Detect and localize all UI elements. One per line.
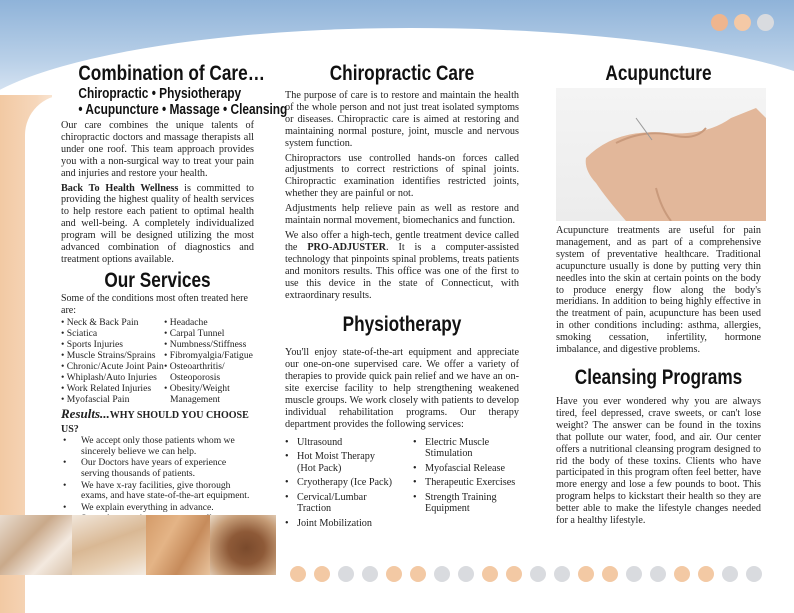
mission-brand: Back To Health Wellness [61, 182, 179, 194]
physio-service-item: • Therapeutic Exercises [413, 477, 519, 489]
physio-services-col-1 [285, 437, 393, 533]
massage-photo [0, 515, 72, 575]
chiro-paragraph-1: The purpose of care is to restore and maintain the health of the whole person and not just treat isolated symptoms or diseases. Chiropractic care is aimed at restoring and maintaining normal posture, joint, muscle and nervous system function. [285, 90, 519, 149]
why-item: • Our Doctors have years of experience serving thousands of patients. [61, 458, 254, 479]
why-subtitle: WHY SHOULD YOU CHOOSE US? [61, 410, 249, 436]
physio-service-item: • Joint Mobilization [285, 518, 393, 530]
condition-item: • Muscle Strains/Sprains [61, 350, 164, 361]
cleansing-paragraph: Have you ever wondered why you are always tired, feel depressed, crave sweets, or can't lose weight? The answer can be found in the toxins that pollute our water, food, and air. Our center offers a nutritional cleansing program designed to rid the body of these toxins. Clients who have participated in this program often feel better, have more energy and lose a few pounds to boot. This program helps to kickstart their health so they are better able to make the lifestyle changes needed for a healthy lifestyle. [556, 395, 761, 527]
why-item: • We have x-ray facilities, give thorough exams, and have state-of-the-art equipment. [61, 481, 254, 502]
physio-service-item: • Electric Muscle Stimulation [413, 437, 519, 460]
chiro-paragraph-2: Chiropractors use controlled hands-on forces called adjustments to correct restrictions of spinal joints. Chiropractic examination identifies restricted joints, whether they are painful or not. [285, 152, 519, 200]
middle-column [285, 62, 519, 532]
mission-text: is committed to providing the highest quality of health services to help restore each patient to optimal health and well-being. A completely individualized program will be designed utilizing the most advanced combination of diagnostics and treatment options available. [61, 182, 254, 265]
intro-paragraph: Our care combines the unique talents of chiropractic doctors and massage therapists all under one roof. This team approach provides you with a non-surgical way to treat your pain and injuries and restore your health. [61, 120, 254, 179]
bottom-decorative-dots [290, 566, 762, 582]
dot [602, 566, 618, 582]
conditions-col-1 [61, 317, 164, 406]
chiro-paragraph-3: Adjustments help relieve pain as well as restore and maintain normal movement, biomechanics and function. [285, 203, 519, 227]
dot [434, 566, 450, 582]
dot [674, 566, 690, 582]
why-item: • We explain everything in advance. [61, 503, 254, 514]
condition-item: • Work Related Injuries [61, 383, 164, 394]
why-item: • We accept only those patients whom we sincerely believe we can help. [61, 436, 254, 457]
right-column-body [556, 225, 761, 530]
physio-service-item: • Strength Training Equipment [413, 492, 519, 515]
dot [698, 566, 714, 582]
dot [338, 566, 354, 582]
physio-service-item: • Myofascial Release [413, 463, 519, 475]
dot [458, 566, 474, 582]
physio-services-col-2 [413, 437, 519, 533]
physio-paragraph: You'll enjoy state-of-the-art equipment and appreciate our one-on-one supervised care. We offer a variety of therapies to provide quick pain relief and we have an on-site exercise facility to help strengthening weakened muscle groups. We work closely with patients to develop individual rehabilitation programs. Our therapy department provides the following services: [285, 347, 519, 430]
combination-subtitle-2: • Acupuncture • Massage • Cleansing [78, 102, 288, 118]
dot [290, 566, 306, 582]
dot [314, 566, 330, 582]
dot [362, 566, 378, 582]
condition-item: • Whiplash/Auto Injuries [61, 372, 164, 383]
combination-title: Combination of Care… [78, 62, 265, 85]
dot [711, 14, 728, 31]
back-photo [72, 515, 146, 575]
acupuncture-paragraph: Acupuncture treatments are useful for pain management, and as part of a comprehensive system of preventative healthcare. Traditional acupuncture usually is done by putting very thin needles into the skin at certain points on the body to produce energy flow along the body's meridians. In addition to being highly effective in the treatment of pain, acupuncture has been used in other conditions including: asthma, allergies, smoking cessation, infertility, hormone imbalance, and digestive problems. [556, 225, 761, 356]
chiro-paragraph-4 [285, 230, 519, 301]
condition-item: • Sciatica [61, 328, 164, 339]
physio-service-item: • Cervical/Lumbar Traction [285, 492, 393, 515]
dot [746, 566, 762, 582]
right-column [556, 62, 761, 86]
physio-service-item: • Cryotherapy (Ice Pack) [285, 477, 393, 489]
chiro-title: Chiropractic Care [329, 62, 475, 85]
physio-service-item: • Hot Moist Therapy (Hot Pack) [285, 451, 393, 474]
why-heading [61, 408, 254, 436]
dot [530, 566, 546, 582]
shoulder-photo [146, 515, 210, 575]
photo-strip [0, 515, 276, 575]
dot [734, 14, 751, 31]
dot [722, 566, 738, 582]
acupuncture-photo [556, 88, 766, 221]
condition-item: • Obesity/Weight [164, 383, 253, 394]
chiro-p4-text-a: We also offer a high-tech, gentle treatment device called the [285, 229, 519, 253]
condition-item: • Osteoarthritis/ [164, 361, 253, 372]
dot [506, 566, 522, 582]
chiro-p4-text-b: . It is a computer-assisted technology that pinpoints spinal problems, treats patients and monitors results. This office was one of the first to use this device in the state of Connecticut, with extraordinary results. [285, 241, 519, 301]
conditions-list [61, 317, 254, 406]
dot [410, 566, 426, 582]
pro-adjuster: PRO-ADJUSTER [307, 241, 387, 253]
condition-item: Osteoporosis [170, 372, 221, 384]
condition-item: • Headache [164, 317, 253, 328]
physio-services [285, 437, 519, 533]
condition-item: • Fibromyalgia/Fatigue [164, 350, 253, 361]
dot [626, 566, 642, 582]
acupuncture-title: Acupuncture [605, 62, 712, 85]
physio-title: Physiotherapy [342, 313, 462, 337]
dot [650, 566, 666, 582]
face-photo [210, 515, 276, 575]
cleansing-title: Cleansing Programs [574, 365, 743, 389]
condition-item: • Myofascial Pain [61, 394, 164, 405]
services-title: Our Services [104, 268, 211, 292]
conditions-col-2 [164, 317, 253, 406]
top-decorative-dots [711, 14, 774, 31]
dot [757, 14, 774, 31]
mission-paragraph [61, 183, 254, 266]
services-intro: Some of the conditions most often treated here are: [61, 292, 248, 316]
condition-item: • Sports Injuries [61, 339, 164, 350]
why-title: Results... [61, 406, 110, 422]
condition-item: • Numbness/Stiffness [164, 339, 253, 350]
dot [554, 566, 570, 582]
acupuncture-hand-illustration [556, 88, 766, 221]
dot [482, 566, 498, 582]
combination-subtitle-1: Chiropractic • Physiotherapy [78, 86, 242, 102]
condition-item: Management [170, 394, 221, 406]
condition-item: • Carpal Tunnel [164, 328, 253, 339]
physio-service-item: • Ultrasound [285, 437, 393, 449]
left-column [61, 62, 288, 559]
condition-item: • Chronic/Acute Joint Pain [61, 361, 164, 372]
dot [386, 566, 402, 582]
dot [578, 566, 594, 582]
condition-item: • Neck & Back Pain [61, 317, 164, 328]
